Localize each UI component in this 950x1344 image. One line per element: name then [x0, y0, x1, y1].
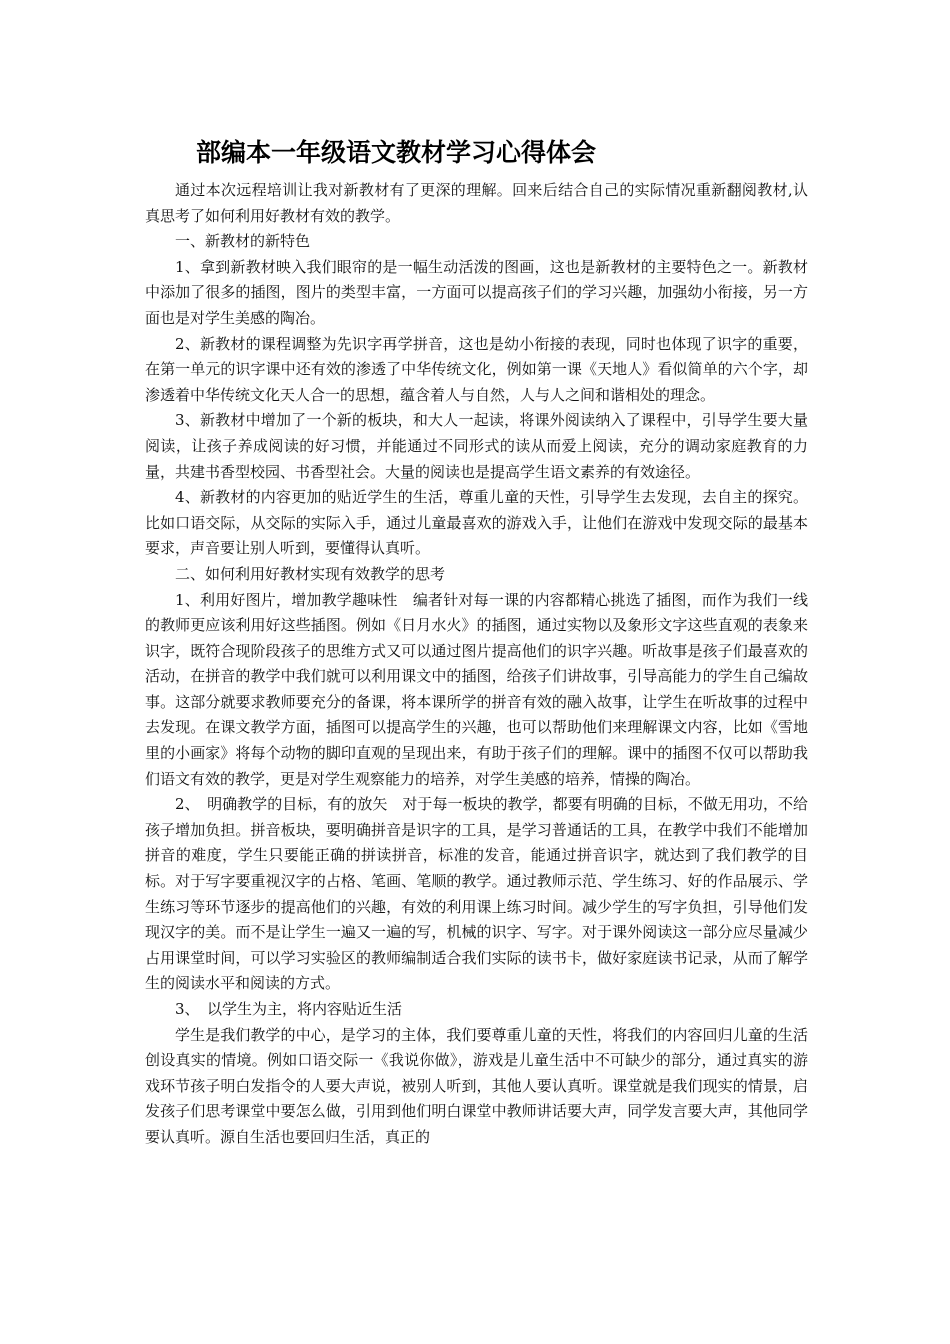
paragraph-1-1: 1、拿到新教材映入我们眼帘的是一幅生动活泼的图画，这也是新教材的主要特色之一。新教材中添加了很多的插图，图片的类型丰富，一方面可以提高孩子们的学习兴趣，加强幼小衔接，另一方面也是对学生美感的陶冶。	[145, 257, 808, 327]
paragraph-1-3: 3、新教材中增加了一个新的板块，和大人一起读，将课外阅读纳入了课程中，引导学生要大量阅读，让孩子养成阅读的好习惯，并能通过不同形式的读从而爱上阅读，充分的调动家庭教育的力量，共建书香型校园、书香型社会。大量的阅读也是提高学生语文素养的有效途径。	[145, 411, 808, 481]
paragraph-1-4: 4、新教材的内容更加的贴近学生的生活，尊重儿童的天性，引导学生去发现，去自主的探究。比如口语交际，从交际的实际入手，通过儿童最喜欢的游戏入手，让他们在游戏中发现交际的最基本要求，声音要让别人听到，要懂得认真听。	[145, 488, 808, 558]
subsection-heading-2-3: 3、 以学生为主，将内容贴近生活	[175, 1000, 403, 1018]
section-heading-2: 二、如何利用好教材实现有效教学的思考	[175, 564, 446, 583]
paragraph-2-3: 学生是我们教学的中心，是学习的主体，我们要尊重儿童的天性，将我们的内容回归儿童的生活创设真实的情境。例如口语交际一《我说你做》，游戏是儿童生活中不可缺少的部分，通过真实的游戏环节孩子明白发指令的人要大声说，被别人听到，其他人要认真听。课堂就是我们现实的情景，启发孩子们思考课堂中要怎么做，引用到他们明白课堂中教师讲话要大声，同学发言要大声，其他同学要认真听。源自生活也要回归生活，真正的	[145, 1025, 808, 1146]
document-body	[145, 178, 808, 1151]
paragraph-2-1: 1、利用好图片，增加教学趣味性 编者针对每一课的内容都精心挑选了插图，而作为我们一线的教师更应该利用好这些插图。例如《日月水火》的插图，通过实物以及象形文字这些直观的表象来识字，既符合现阶段孩子的思维方式又可以通过图片提高他们的识字兴趣。听故事是孩子们最喜欢的活动，在拼音的教学中我们就可以利用课文中的插图，给孩子们讲故事，引导高能力的学生自己编故事。这部分就要求教师要充分的备课，将本课所学的拼音有效的融入故事，让学生在听故事的过程中去发现。在课文教学方面，插图可以提高学生的兴趣，也可以帮助他们来理解课文内容，比如《雪地里的小画家》将每个动物的脚印直观的呈现出来，有助于孩子们的理解。课中的插图不仅可以帮助我们语文有效的教学，更是对学生观察能力的培养，对学生美感的培养，情操的陶冶。	[145, 590, 808, 788]
section-heading-1: 一、新教材的新特色	[175, 232, 311, 251]
paragraph-intro: 通过本次远程培训让我对新教材有了更深的理解。回来后结合自己的实际情况重新翻阅教材,认真思考了如何利用好教材有效的教学。	[145, 181, 808, 225]
paragraph-1-2: 2、新教材的课程调整为先识字再学拼音，这也是幼小衔接的表现，同时也体现了识字的重要，在第一单元的识字课中还有效的渗透了中华传统文化，例如第一课《天地人》看似简单的六个字，却渗透着中华传统文化天人合一的思想，蕴含着人与自然，人与人之间和谐相处的理念。	[145, 334, 808, 404]
document-title: 部编本一年级语文教材学习心得体会	[196, 138, 597, 167]
paragraph-2-2: 2、 明确教学的目标，有的放矢 对于每一板块的教学，都要有明确的目标，不做无用功，不给孩子增加负担。拼音板块，要明确拼音是识字的工具，是学习普通话的工具，在教学中我们不能增加拼音的难度，学生只要能正确的拼读拼音，标准的发音，能通过拼音识字，就达到了我们教学的目标。对于写字要重视汉字的占格、笔画、笔顺的教学。通过教师示范、学生练习、好的作品展示、学生练习等环节逐步的提高他们的兴趣，有效的利用课上练习时间。减少学生的写字负担，引导他们发现汉字的美。而不是让学生一遍又一遍的写，机械的识字、写字。对于课外阅读这一部分应尽量减少占用课堂时间，可以学习实验区的教师编制适合我们实际的读书卡，做好家庭读书记录，从而了解学生的阅读水平和阅读的方式。	[145, 795, 808, 993]
